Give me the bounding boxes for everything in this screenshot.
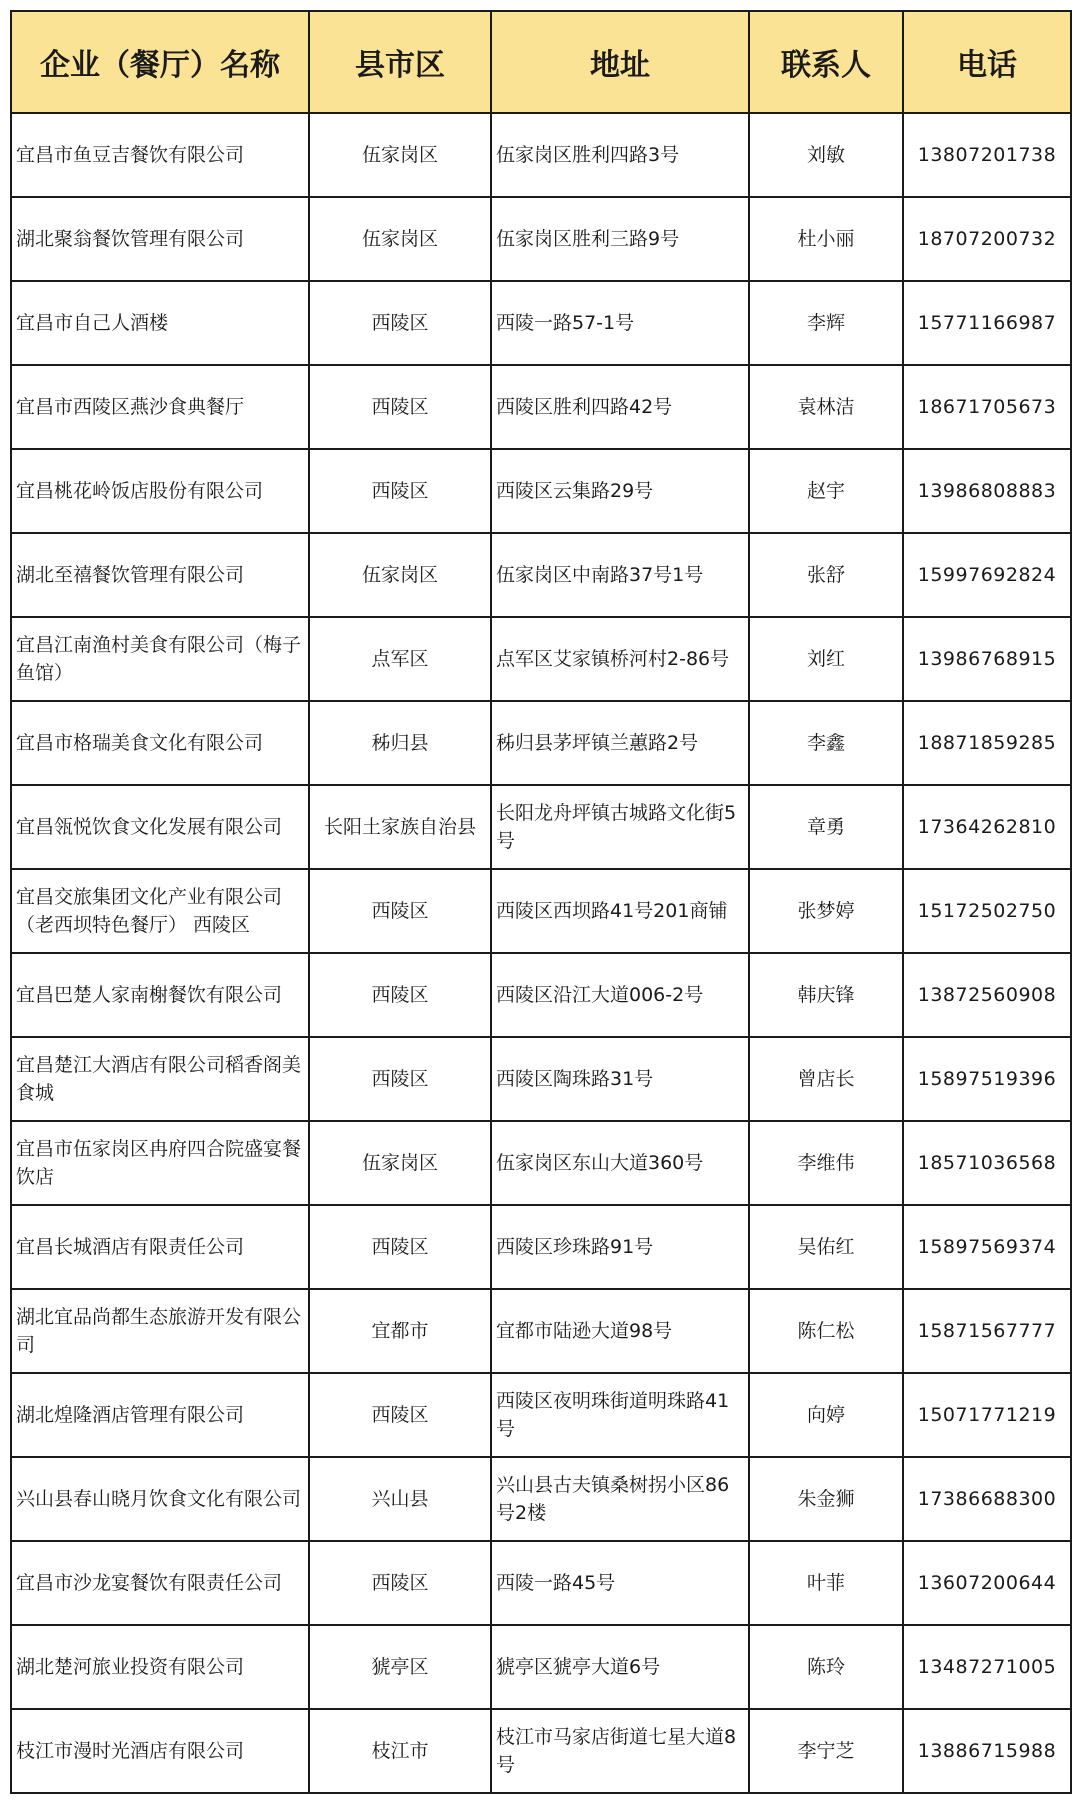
cell-company-name: 宜昌市鱼豆吉餐饮有限公司 (11, 113, 309, 197)
table-row (11, 113, 1071, 197)
cell-district: 西陵区 (309, 449, 491, 533)
cell-address: 兴山县古夫镇桑树拐小区86号2楼 (491, 1457, 749, 1541)
header-phone: 电话 (903, 11, 1071, 113)
cell-company-name: 宜昌市西陵区燕沙食典餐厅 (11, 365, 309, 449)
cell-contact: 章勇 (749, 785, 903, 869)
cell-phone: 18871859285 (903, 701, 1071, 785)
cell-district: 点军区 (309, 617, 491, 701)
cell-address: 伍家岗区东山大道360号 (491, 1121, 749, 1205)
cell-company-name: 宜昌楚江大酒店有限公司稻香阁美食城 (11, 1037, 309, 1121)
table-row (11, 1541, 1071, 1625)
cell-company-name: 宜昌市格瑞美食文化有限公司 (11, 701, 309, 785)
table-row (11, 1457, 1071, 1541)
cell-district: 西陵区 (309, 1205, 491, 1289)
cell-address: 长阳龙舟坪镇古城路文化街5号 (491, 785, 749, 869)
cell-address: 西陵区夜明珠街道明珠路41号 (491, 1373, 749, 1457)
cell-contact: 陈玲 (749, 1625, 903, 1709)
cell-company-name: 宜昌巴楚人家南榭餐饮有限公司 (11, 953, 309, 1037)
cell-phone: 13886715988 (903, 1709, 1071, 1793)
cell-phone: 13986768915 (903, 617, 1071, 701)
cell-company-name: 兴山县春山晓月饮食文化有限公司 (11, 1457, 309, 1541)
cell-contact: 张舒 (749, 533, 903, 617)
table-row (11, 617, 1071, 701)
cell-company-name: 湖北楚河旅业投资有限公司 (11, 1625, 309, 1709)
cell-district: 猇亭区 (309, 1625, 491, 1709)
cell-company-name: 湖北煌隆酒店管理有限公司 (11, 1373, 309, 1457)
table-row (11, 533, 1071, 617)
table-row (11, 953, 1071, 1037)
table-row (11, 785, 1071, 869)
cell-company-name: 宜昌交旅集团文化产业有限公司（老西坝特色餐厅） 西陵区 (11, 869, 309, 953)
cell-phone: 13872560908 (903, 953, 1071, 1037)
cell-contact: 叶菲 (749, 1541, 903, 1625)
cell-phone: 17386688300 (903, 1457, 1071, 1541)
table-row (11, 281, 1071, 365)
cell-phone: 13607200644 (903, 1541, 1071, 1625)
cell-district: 西陵区 (309, 365, 491, 449)
cell-company-name: 宜昌桃花岭饭店股份有限公司 (11, 449, 309, 533)
cell-address: 枝江市马家店街道七星大道8号 (491, 1709, 749, 1793)
cell-address: 西陵区云集路29号 (491, 449, 749, 533)
table-row (11, 365, 1071, 449)
cell-address: 伍家岗区胜利三路9号 (491, 197, 749, 281)
cell-address: 西陵区西坝路41号201商铺 (491, 869, 749, 953)
cell-district: 长阳土家族自治县 (309, 785, 491, 869)
table-row (11, 197, 1071, 281)
cell-contact: 吴佑红 (749, 1205, 903, 1289)
cell-phone: 13807201738 (903, 113, 1071, 197)
cell-phone: 18671705673 (903, 365, 1071, 449)
cell-contact: 朱金狮 (749, 1457, 903, 1541)
cell-district: 伍家岗区 (309, 113, 491, 197)
cell-phone: 15172502750 (903, 869, 1071, 953)
cell-phone: 18571036568 (903, 1121, 1071, 1205)
table-row (11, 1709, 1071, 1793)
cell-district: 西陵区 (309, 1373, 491, 1457)
table-row (11, 1037, 1071, 1121)
table-row (11, 1625, 1071, 1709)
cell-contact: 赵宇 (749, 449, 903, 533)
cell-address: 秭归县茅坪镇兰蕙路2号 (491, 701, 749, 785)
cell-address: 西陵区沿江大道006-2号 (491, 953, 749, 1037)
cell-district: 宜都市 (309, 1289, 491, 1373)
cell-company-name: 宜昌市自己人酒楼 (11, 281, 309, 365)
cell-phone: 15771166987 (903, 281, 1071, 365)
table-row (11, 701, 1071, 785)
cell-address: 猇亭区猇亭大道6号 (491, 1625, 749, 1709)
cell-district: 伍家岗区 (309, 197, 491, 281)
cell-contact: 曾店长 (749, 1037, 903, 1121)
header-name: 企业（餐厅）名称 (11, 11, 309, 113)
table-row (11, 869, 1071, 953)
cell-contact: 李鑫 (749, 701, 903, 785)
header-contact: 联系人 (749, 11, 903, 113)
cell-contact: 李宁芝 (749, 1709, 903, 1793)
cell-company-name: 宜昌市沙龙宴餐饮有限责任公司 (11, 1541, 309, 1625)
cell-contact: 刘敏 (749, 113, 903, 197)
cell-address: 西陵区陶珠路31号 (491, 1037, 749, 1121)
header-district: 县市区 (309, 11, 491, 113)
cell-company-name: 湖北宜品尚都生态旅游开发有限公司 (11, 1289, 309, 1373)
table-row (11, 1205, 1071, 1289)
cell-district: 西陵区 (309, 869, 491, 953)
cell-contact: 袁林洁 (749, 365, 903, 449)
cell-address: 宜都市陆逊大道98号 (491, 1289, 749, 1373)
cell-phone: 15871567777 (903, 1289, 1071, 1373)
cell-district: 秭归县 (309, 701, 491, 785)
cell-district: 伍家岗区 (309, 1121, 491, 1205)
cell-address: 伍家岗区中南路37号1号 (491, 533, 749, 617)
header-row (11, 11, 1071, 113)
cell-contact: 杜小丽 (749, 197, 903, 281)
cell-address: 伍家岗区胜利四路3号 (491, 113, 749, 197)
cell-district: 枝江市 (309, 1709, 491, 1793)
cell-district: 西陵区 (309, 281, 491, 365)
table-row (11, 1121, 1071, 1205)
cell-address: 西陵区珍珠路91号 (491, 1205, 749, 1289)
cell-contact: 李辉 (749, 281, 903, 365)
cell-company-name: 宜昌长城酒店有限责任公司 (11, 1205, 309, 1289)
header-address: 地址 (491, 11, 749, 113)
cell-address: 西陵一路45号 (491, 1541, 749, 1625)
cell-contact: 李维伟 (749, 1121, 903, 1205)
table-row (11, 1373, 1071, 1457)
cell-phone: 13487271005 (903, 1625, 1071, 1709)
cell-company-name: 宜昌瓴悦饮食文化发展有限公司 (11, 785, 309, 869)
cell-phone: 18707200732 (903, 197, 1071, 281)
cell-phone: 15897519396 (903, 1037, 1071, 1121)
cell-phone: 15997692824 (903, 533, 1071, 617)
cell-contact: 陈仁松 (749, 1289, 903, 1373)
cell-phone: 13986808883 (903, 449, 1071, 533)
cell-district: 伍家岗区 (309, 533, 491, 617)
table-body (11, 113, 1071, 1793)
table-row (11, 449, 1071, 533)
cell-contact: 张梦婷 (749, 869, 903, 953)
cell-phone: 17364262810 (903, 785, 1071, 869)
cell-address: 西陵一路57-1号 (491, 281, 749, 365)
cell-district: 西陵区 (309, 1541, 491, 1625)
cell-company-name: 湖北至禧餐饮管理有限公司 (11, 533, 309, 617)
table-row (11, 1289, 1071, 1373)
cell-district: 西陵区 (309, 953, 491, 1037)
cell-contact: 向婷 (749, 1373, 903, 1457)
restaurant-table (10, 10, 1072, 1794)
cell-address: 西陵区胜利四路42号 (491, 365, 749, 449)
cell-address: 点军区艾家镇桥河村2-86号 (491, 617, 749, 701)
cell-company-name: 湖北聚翁餐饮管理有限公司 (11, 197, 309, 281)
cell-contact: 韩庆锋 (749, 953, 903, 1037)
cell-company-name: 枝江市漫时光酒店有限公司 (11, 1709, 309, 1793)
cell-phone: 15071771219 (903, 1373, 1071, 1457)
cell-company-name: 宜昌市伍家岗区冉府四合院盛宴餐饮店 (11, 1121, 309, 1205)
cell-district: 兴山县 (309, 1457, 491, 1541)
cell-phone: 15897569374 (903, 1205, 1071, 1289)
restaurant-table-container (10, 10, 1070, 1794)
cell-company-name: 宜昌江南渔村美食有限公司（梅子鱼馆） (11, 617, 309, 701)
cell-district: 西陵区 (309, 1037, 491, 1121)
cell-contact: 刘红 (749, 617, 903, 701)
